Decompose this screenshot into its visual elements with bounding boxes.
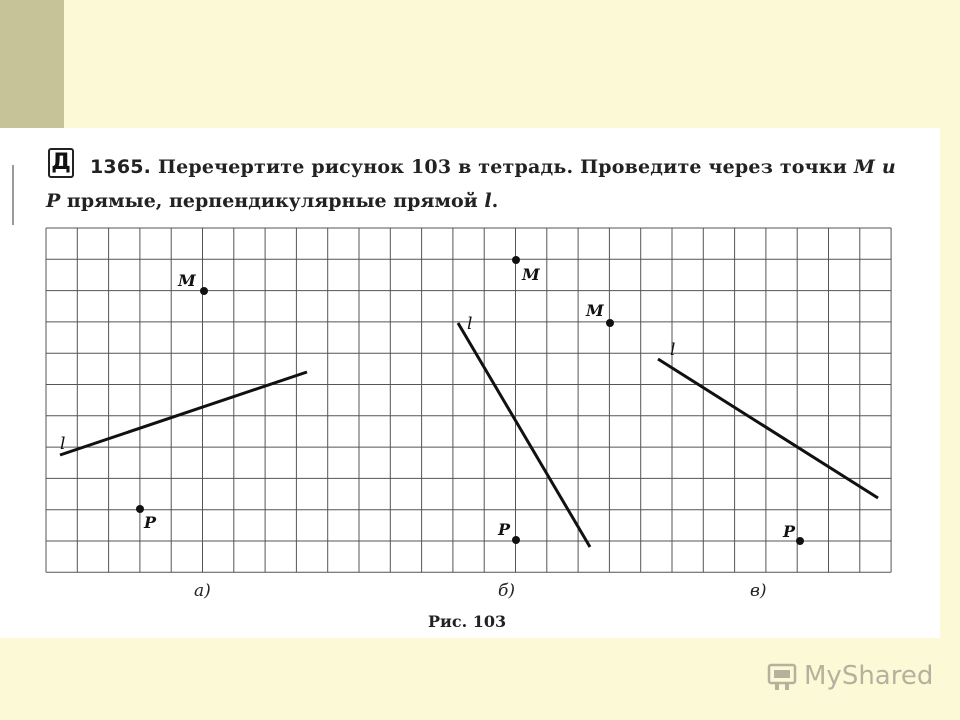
point-m1-b (512, 256, 520, 264)
part-b (458, 256, 614, 601)
task-point-m: M (853, 156, 876, 178)
task-type-icon: Д (48, 148, 74, 178)
point-p-c-label: P (783, 522, 796, 541)
part-a (60, 271, 307, 601)
point-m-a (200, 287, 208, 295)
task-line-name: l (484, 190, 492, 212)
grid (46, 228, 891, 572)
part-a-caption: а) (194, 581, 211, 601)
point-p-a (136, 505, 144, 513)
point-m2-b (606, 319, 614, 327)
part-c (658, 340, 878, 601)
point-p-b-label: P (498, 520, 511, 539)
watermark-text: MyShared (804, 661, 934, 691)
point-m-a-label: M (178, 271, 196, 290)
point-m1-b-label: M (522, 265, 540, 284)
point-p-b (512, 536, 520, 544)
point-p-c (796, 537, 804, 545)
line-l-a-label: l (60, 434, 66, 454)
part-b-caption: б) (498, 581, 516, 601)
point-m2-b-label: M (586, 301, 604, 320)
line-l-c-label: l (670, 340, 676, 360)
part-c-caption: в) (750, 581, 767, 601)
task-point-p: P (46, 190, 61, 212)
point-p-a-label: P (144, 513, 157, 532)
watermark (766, 656, 933, 696)
task-conjunction: и (881, 156, 896, 178)
task-text-2: прямые, перпендикулярные прямой (66, 190, 478, 212)
task-text-1: Перечертите рисунок 103 в тетрадь. Проведите через точки (157, 156, 847, 178)
task-number: 1365. (90, 156, 152, 178)
figure-caption: Рис. 103 (428, 612, 507, 631)
line-l-c (658, 359, 878, 498)
watermark-logo-icon (766, 660, 798, 692)
line-l-b-label: l (467, 314, 473, 334)
line-l-b (458, 323, 590, 547)
task-period: . (491, 190, 499, 212)
